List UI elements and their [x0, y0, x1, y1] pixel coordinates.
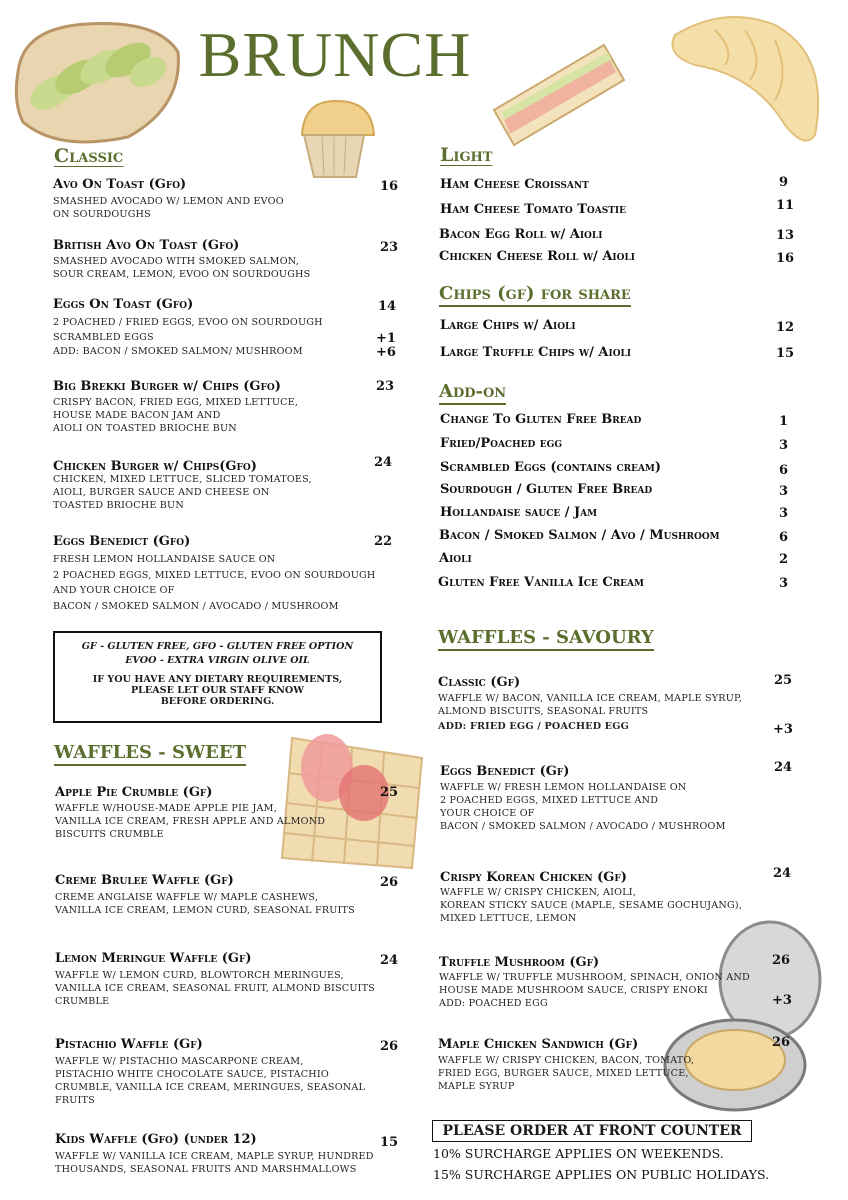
section-heading-light: Light — [440, 144, 493, 166]
item-description: FRESH LEMON HOLLANDAISE SAUCE ON 2 POACHED EGGS, MIXED LETTUCE, EVOO ON SOURDOUGH AND YOUR CHOICE OF BACON / SMOKED SALMON / AVOCADO / MUSHROOM — [53, 554, 376, 612]
item-name: Avo On Toast (Gfo) — [53, 177, 187, 192]
item-price: 22 — [374, 534, 393, 549]
item-name: Eggs Benedict (Gf) — [440, 764, 570, 779]
addon-item-price: 1 — [779, 414, 789, 429]
item-price: 24 — [773, 866, 792, 881]
light-item-name: Chicken Cheese Roll w/ Aioli — [439, 249, 635, 264]
order-at-counter-banner: PLEASE ORDER AT FRONT COUNTER — [432, 1120, 752, 1142]
item-name: Kids Waffle (Gfo) (under 12) — [55, 1132, 257, 1147]
light-item-price: 16 — [776, 251, 795, 266]
item-price: 26 — [380, 1039, 399, 1054]
addon-item-price: 3 — [779, 576, 789, 591]
item-price: 24 — [380, 953, 399, 968]
item-name: Apple Pie Crumble (Gf) — [55, 785, 213, 800]
item-name: Truffle Mushroom (Gf) — [439, 955, 600, 970]
item-description: WAFFLE W/ TRUFFLE MUSHROOM, SPINACH, ONION AND HOUSE MADE MUSHROOM SAUCE, CRISPY ENOKI ADD: POACHED EGG — [439, 972, 750, 1009]
item-addon: ADD: FRIED EGG / POACHED EGG — [438, 721, 630, 732]
section-heading-addon: Add-on — [439, 381, 506, 405]
item-name: Big Brekki Burger w/ Chips (Gfo) — [53, 379, 281, 394]
item-price: 23 — [376, 379, 395, 394]
addon-item-name: Change To Gluten Free Bread — [440, 412, 642, 427]
section-heading-classic: Classic — [54, 145, 124, 167]
item-extra-price: +3 — [773, 722, 793, 737]
item-description: WAFFLE W/ PISTACHIO MASCARPONE CREAM, PISTACHIO WHITE CHOCOLATE SAUCE, PISTACHIO CRUMBLE, VANILLA ICE CREAM, MERINGUES, SEASONAL FRUITS — [55, 1056, 366, 1106]
section-heading-chips: Chips (gf) for share — [439, 283, 631, 307]
note-line: BEFORE ORDERING. — [160, 696, 275, 707]
note-line: IF YOU HAVE ANY DIETARY REQUIREMENTS, — [92, 674, 343, 685]
dietary-note-box — [53, 631, 382, 723]
addon-item-name: Bacon / Smoked Salmon / Avo / Mushroom — [439, 528, 720, 543]
holiday-surcharge-note: 15% SURCHARGE APPLIES ON PUBLIC HOLIDAYS. — [433, 1167, 770, 1182]
light-item-name: Bacon Egg Roll w/ Aioli — [439, 227, 603, 242]
light-item-name: Ham Cheese Croissant — [440, 177, 589, 192]
chips-item-name: Large Chips w/ Aioli — [440, 318, 576, 333]
item-price: 26 — [380, 875, 399, 890]
item-description: WAFFLE W/ CRISPY CHICKEN, AIOLI, KOREAN STICKY SAUCE (MAPLE, SESAME GOCHUJANG), MIXED LETTUCE, LEMON — [440, 887, 743, 924]
item-description: SMASHED AVOCADO WITH SMOKED SALMON, SOUR CREAM, LEMON, EVOO ON SOURDOUGHS — [53, 256, 311, 280]
chips-item-name: Large Truffle Chips w/ Aioli — [440, 345, 632, 360]
addon-item-price: 6 — [779, 463, 789, 478]
item-description: 2 POACHED / FRIED EGGS, EVOO ON SOURDOUGH SCRAMBLED EGGS ADD: BACON / SMOKED SALMON/ MUSHROOM — [53, 317, 323, 357]
item-price: 24 — [774, 760, 793, 775]
addon-item-name: Fried/Poached egg — [440, 436, 563, 451]
item-extra-price: +1 — [376, 331, 396, 346]
item-description: WAFFLE W/ CRISPY CHICKEN, BACON, TOMATO, FRIED EGG, BURGER SAUCE, MIXED LETTUCE, MAPLE SYRUP — [438, 1055, 695, 1092]
item-name: Pistachio Waffle (Gf) — [55, 1037, 203, 1052]
item-name: Crispy Korean Chicken (Gf) — [440, 870, 627, 885]
item-name: Classic (Gf) — [438, 675, 521, 690]
note-line: PLEASE LET OUR STAFF KNOW — [130, 685, 305, 696]
item-name: Eggs Benedict (Gfo) — [53, 534, 191, 549]
item-description: CHICKEN, MIXED LETTUCE, SLICED TOMATOES, AIOLI, BURGER SAUCE AND CHEESE ON TOASTED BRIOCHE BUN — [53, 474, 312, 511]
addon-item-name: Gluten Free Vanilla Ice Cream — [438, 575, 644, 590]
addon-item-price: 3 — [779, 438, 789, 453]
light-item-price: 11 — [776, 198, 795, 213]
muffin-illustration — [294, 95, 380, 181]
item-description: WAFFLE W/ BACON, VANILLA ICE CREAM, MAPLE SYRUP, ALMOND BISCUITS, SEASONAL FRUITS — [438, 693, 742, 717]
addon-item-price: 6 — [779, 530, 789, 545]
addon-item-name: Aioli — [439, 551, 472, 566]
croissant-illustration — [665, 5, 830, 150]
note-line: GF - GLUTEN FREE, GFO - GLUTEN FREE OPTION — [81, 641, 354, 652]
item-price: 26 — [772, 953, 791, 968]
item-extra-price: +6 — [376, 345, 396, 360]
item-description: WAFFLE W/HOUSE-MADE APPLE PIE JAM, VANILLA ICE CREAM, FRESH APPLE AND ALMOND BISCUITS CRUMBLE — [55, 803, 326, 840]
item-name: Creme Brulee Waffle (Gf) — [55, 873, 234, 888]
addon-item-name: Sourdough / Gluten Free Bread — [440, 482, 653, 497]
section-heading-waffles-sweet: WAFFLES - SWEET — [54, 742, 246, 766]
item-price: 24 — [374, 455, 393, 470]
item-price: 16 — [380, 179, 399, 194]
item-price: 23 — [380, 240, 399, 255]
addon-item-name: Scrambled Eggs (contains cream) — [440, 460, 662, 475]
item-description: WAFFLE W/ LEMON CURD, BLOWTORCH MERINGUES, VANILLA ICE CREAM, SEASONAL FRUIT, ALMOND BISCUITS CRUMBLE — [55, 970, 375, 1007]
page-title: BRUNCH — [198, 19, 472, 90]
item-description: CREME ANGLAISE WAFFLE W/ MAPLE CASHEWS, VANILLA ICE CREAM, LEMON CURD, SEASONAL FRUITS — [55, 892, 355, 916]
chips-item-price: 15 — [776, 346, 795, 361]
light-item-name: Ham Cheese Tomato Toastie — [440, 202, 627, 217]
item-extra-price: +3 — [772, 993, 792, 1008]
item-price: 25 — [774, 673, 793, 688]
item-price: 25 — [380, 785, 399, 800]
weekend-surcharge-note: 10% SURCHARGE APPLIES ON WEEKENDS. — [433, 1146, 724, 1161]
addon-item-name: Hollandaise sauce / Jam — [440, 505, 598, 520]
item-description: WAFFLE W/ VANILLA ICE CREAM, MAPLE SYRUP, HUNDRED THOUSANDS, SEASONAL FRUITS AND MARSHMALLOWS — [55, 1151, 374, 1175]
item-name: Lemon Meringue Waffle (Gf) — [55, 951, 252, 966]
item-name: Chicken Burger w/ Chips(Gfo) — [53, 459, 257, 474]
item-price: 14 — [378, 299, 397, 314]
item-price: 15 — [380, 1135, 399, 1150]
addon-item-price: 2 — [779, 552, 789, 567]
item-name: British Avo On Toast (Gfo) — [53, 238, 240, 253]
light-item-price: 9 — [779, 175, 789, 190]
item-name: Eggs On Toast (Gfo) — [53, 297, 194, 312]
item-description: CRISPY BACON, FRIED EGG, MIXED LETTUCE, HOUSE MADE BACON JAM AND AIOLI ON TOASTED BRIOCHE BUN — [53, 397, 299, 434]
chips-item-price: 12 — [776, 320, 795, 335]
addon-item-price: 3 — [779, 484, 789, 499]
note-line: EVOO - EXTRA VIRGIN OLIVE OIL — [125, 655, 310, 666]
section-heading-waffles-savoury: WAFFLES - SAVOURY — [438, 627, 654, 651]
light-item-price: 13 — [776, 228, 795, 243]
item-description: WAFFLE W/ FRESH LEMON HOLLANDAISE ON 2 POACHED EGGS, MIXED LETTUCE AND YOUR CHOICE OF BACON / SMOKED SALMON / AVOCADO / MUSHROOM — [440, 782, 726, 832]
item-description: SMASHED AVOCADO W/ LEMON AND EVOO ON SOURDOUGHS — [53, 196, 284, 220]
item-price: 26 — [772, 1035, 791, 1050]
item-name: Maple Chicken Sandwich (Gf) — [438, 1037, 639, 1052]
addon-item-price: 3 — [779, 506, 789, 521]
